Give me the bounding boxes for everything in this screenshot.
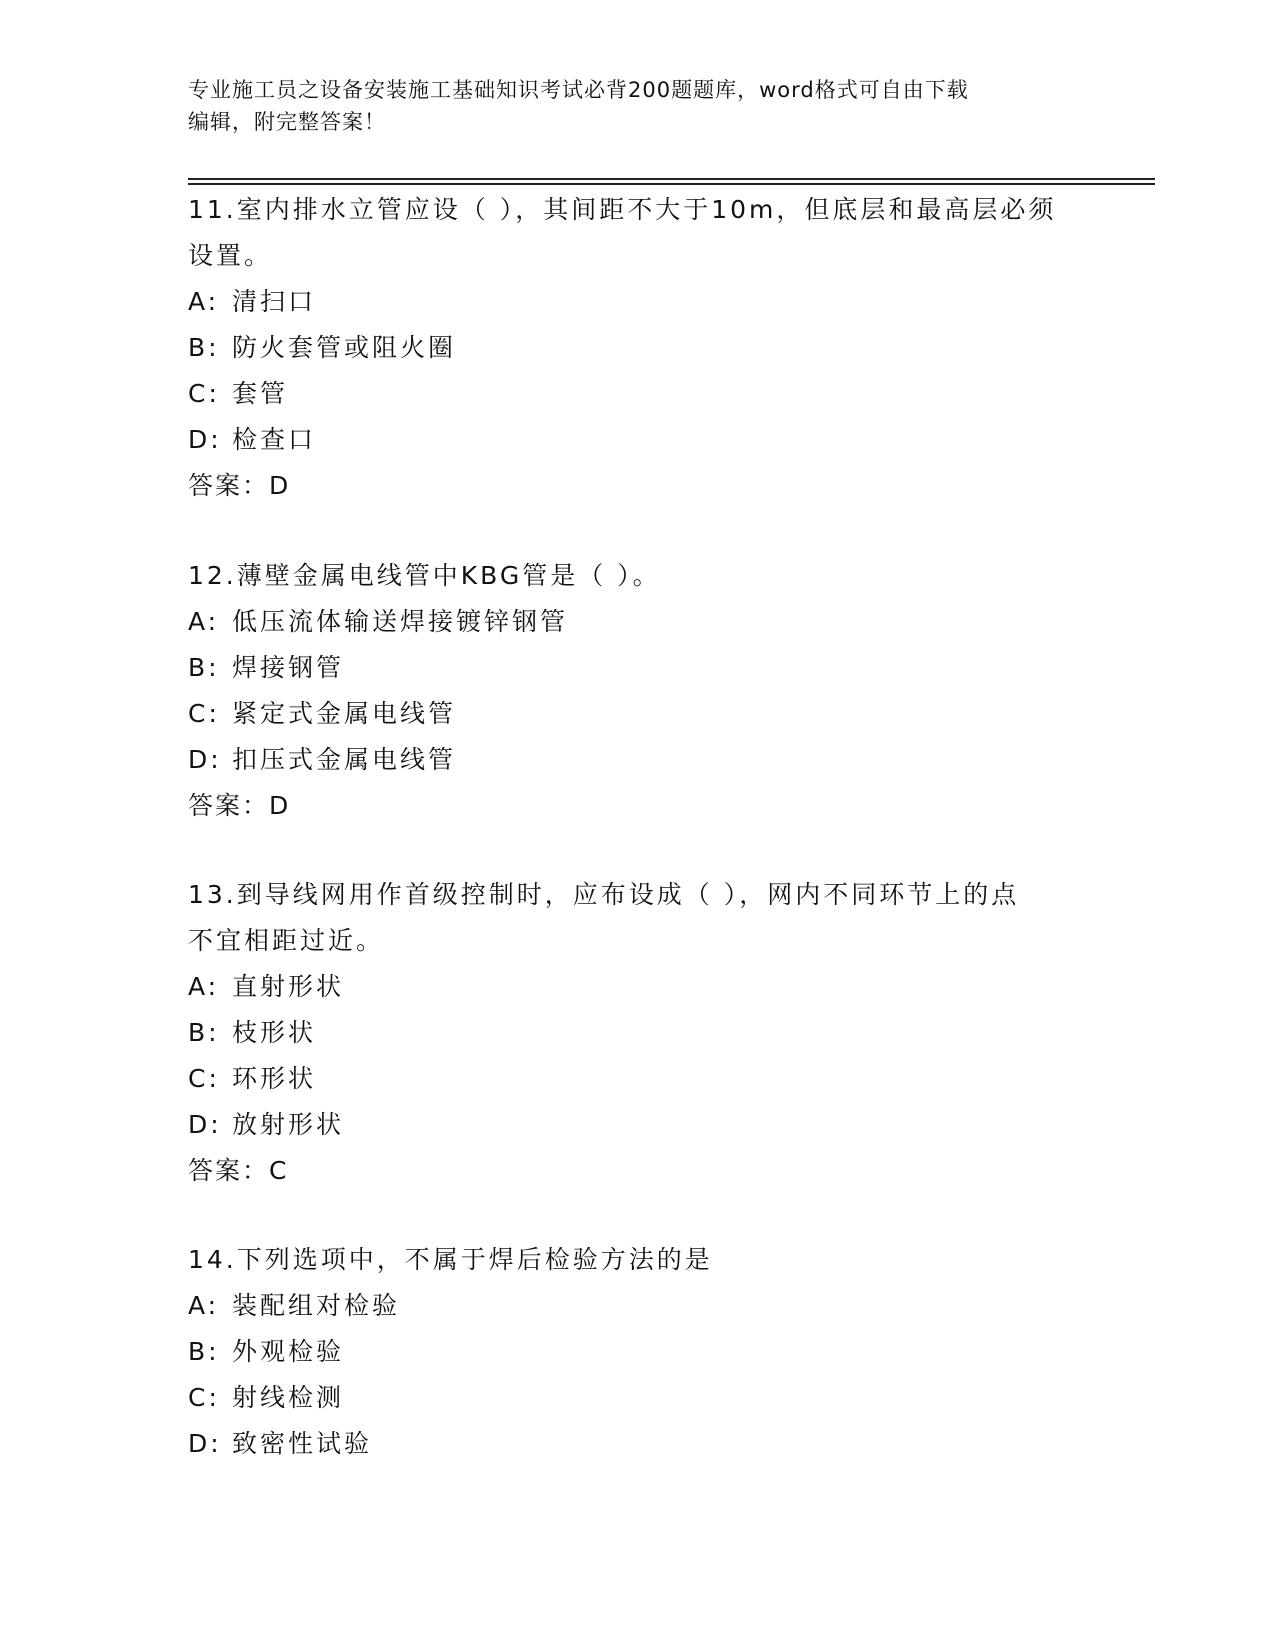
option-text: 射线检测	[232, 1383, 345, 1412]
option-text: 扣压式金属电线管	[232, 745, 457, 774]
option-a	[188, 279, 1088, 325]
option-c	[188, 691, 1088, 737]
document-header	[188, 74, 1088, 138]
option-text: 枝形状	[232, 1018, 317, 1047]
option-letter: C:	[188, 699, 220, 728]
option-b	[188, 1010, 1088, 1056]
option-letter: A:	[188, 287, 220, 316]
header-line-1: 专业施工员之设备安装施工基础知识考试必背200题题库，word格式可自由下载	[188, 78, 969, 102]
answer-line: 答案：D	[188, 471, 291, 500]
option-c	[188, 1056, 1088, 1102]
option-text: 装配组对检验	[232, 1291, 401, 1320]
option-letter: A:	[188, 607, 220, 636]
option-text: 紧定式金属电线管	[232, 699, 457, 728]
option-text: 检查口	[232, 425, 317, 454]
question-stem-line: 11.室内排水立管应设（ ），其间距不大于10m，但底层和最高层必须	[188, 195, 1057, 224]
option-a	[188, 1283, 1088, 1329]
option-c	[188, 371, 1088, 417]
option-d	[188, 417, 1088, 463]
question-14	[188, 1237, 1088, 1467]
option-letter: D:	[188, 1429, 222, 1458]
option-letter: A:	[188, 972, 220, 1001]
option-letter: B:	[188, 653, 220, 682]
option-letter: D:	[188, 745, 222, 774]
answer-line: 答案：C	[188, 1156, 289, 1185]
option-d	[188, 737, 1088, 783]
header-divider-top	[188, 178, 1155, 180]
option-letter: C:	[188, 1064, 220, 1093]
option-letter: D:	[188, 425, 222, 454]
question-13	[188, 872, 1088, 1194]
option-text: 环形状	[232, 1064, 317, 1093]
option-text: 直射形状	[232, 972, 345, 1001]
option-text: 低压流体输送焊接镀锌钢管	[232, 607, 569, 636]
option-a	[188, 964, 1088, 1010]
option-letter: D:	[188, 1110, 222, 1139]
option-c	[188, 1375, 1088, 1421]
question-11	[188, 187, 1088, 509]
option-letter: C:	[188, 379, 220, 408]
option-text: 外观检验	[232, 1337, 345, 1366]
option-text: 防火套管或阻火圈	[232, 333, 457, 362]
question-stem-line: 13.到导线网用作首级控制时，应布设成（ ），网内不同环节上的点	[188, 880, 1020, 909]
option-text: 套管	[232, 379, 289, 408]
option-text: 致密性试验	[232, 1429, 373, 1458]
question-stem-line: 14.下列选项中，不属于焊后检验方法的是	[188, 1245, 713, 1274]
option-b	[188, 1329, 1088, 1375]
option-text: 清扫口	[232, 287, 317, 316]
answer-line: 答案：D	[188, 791, 291, 820]
option-d	[188, 1102, 1088, 1148]
option-text: 放射形状	[232, 1110, 345, 1139]
option-letter: B:	[188, 1018, 220, 1047]
option-letter: C:	[188, 1383, 220, 1412]
option-letter: B:	[188, 333, 220, 362]
option-text: 焊接钢管	[232, 653, 345, 682]
question-stem-line: 不宜相距过近。	[188, 926, 385, 955]
option-b	[188, 325, 1088, 371]
question-stem-line: 设置。	[188, 241, 273, 270]
question-stem-line: 12.薄壁金属电线管中KBG管是（ ）。	[188, 561, 661, 590]
header-line-2: 编辑，附完整答案！	[188, 110, 386, 134]
header-divider-bottom	[188, 183, 1155, 185]
option-b	[188, 645, 1088, 691]
option-d	[188, 1421, 1088, 1467]
question-12	[188, 553, 1088, 829]
option-letter: B:	[188, 1337, 220, 1366]
option-letter: A:	[188, 1291, 220, 1320]
option-a	[188, 599, 1088, 645]
